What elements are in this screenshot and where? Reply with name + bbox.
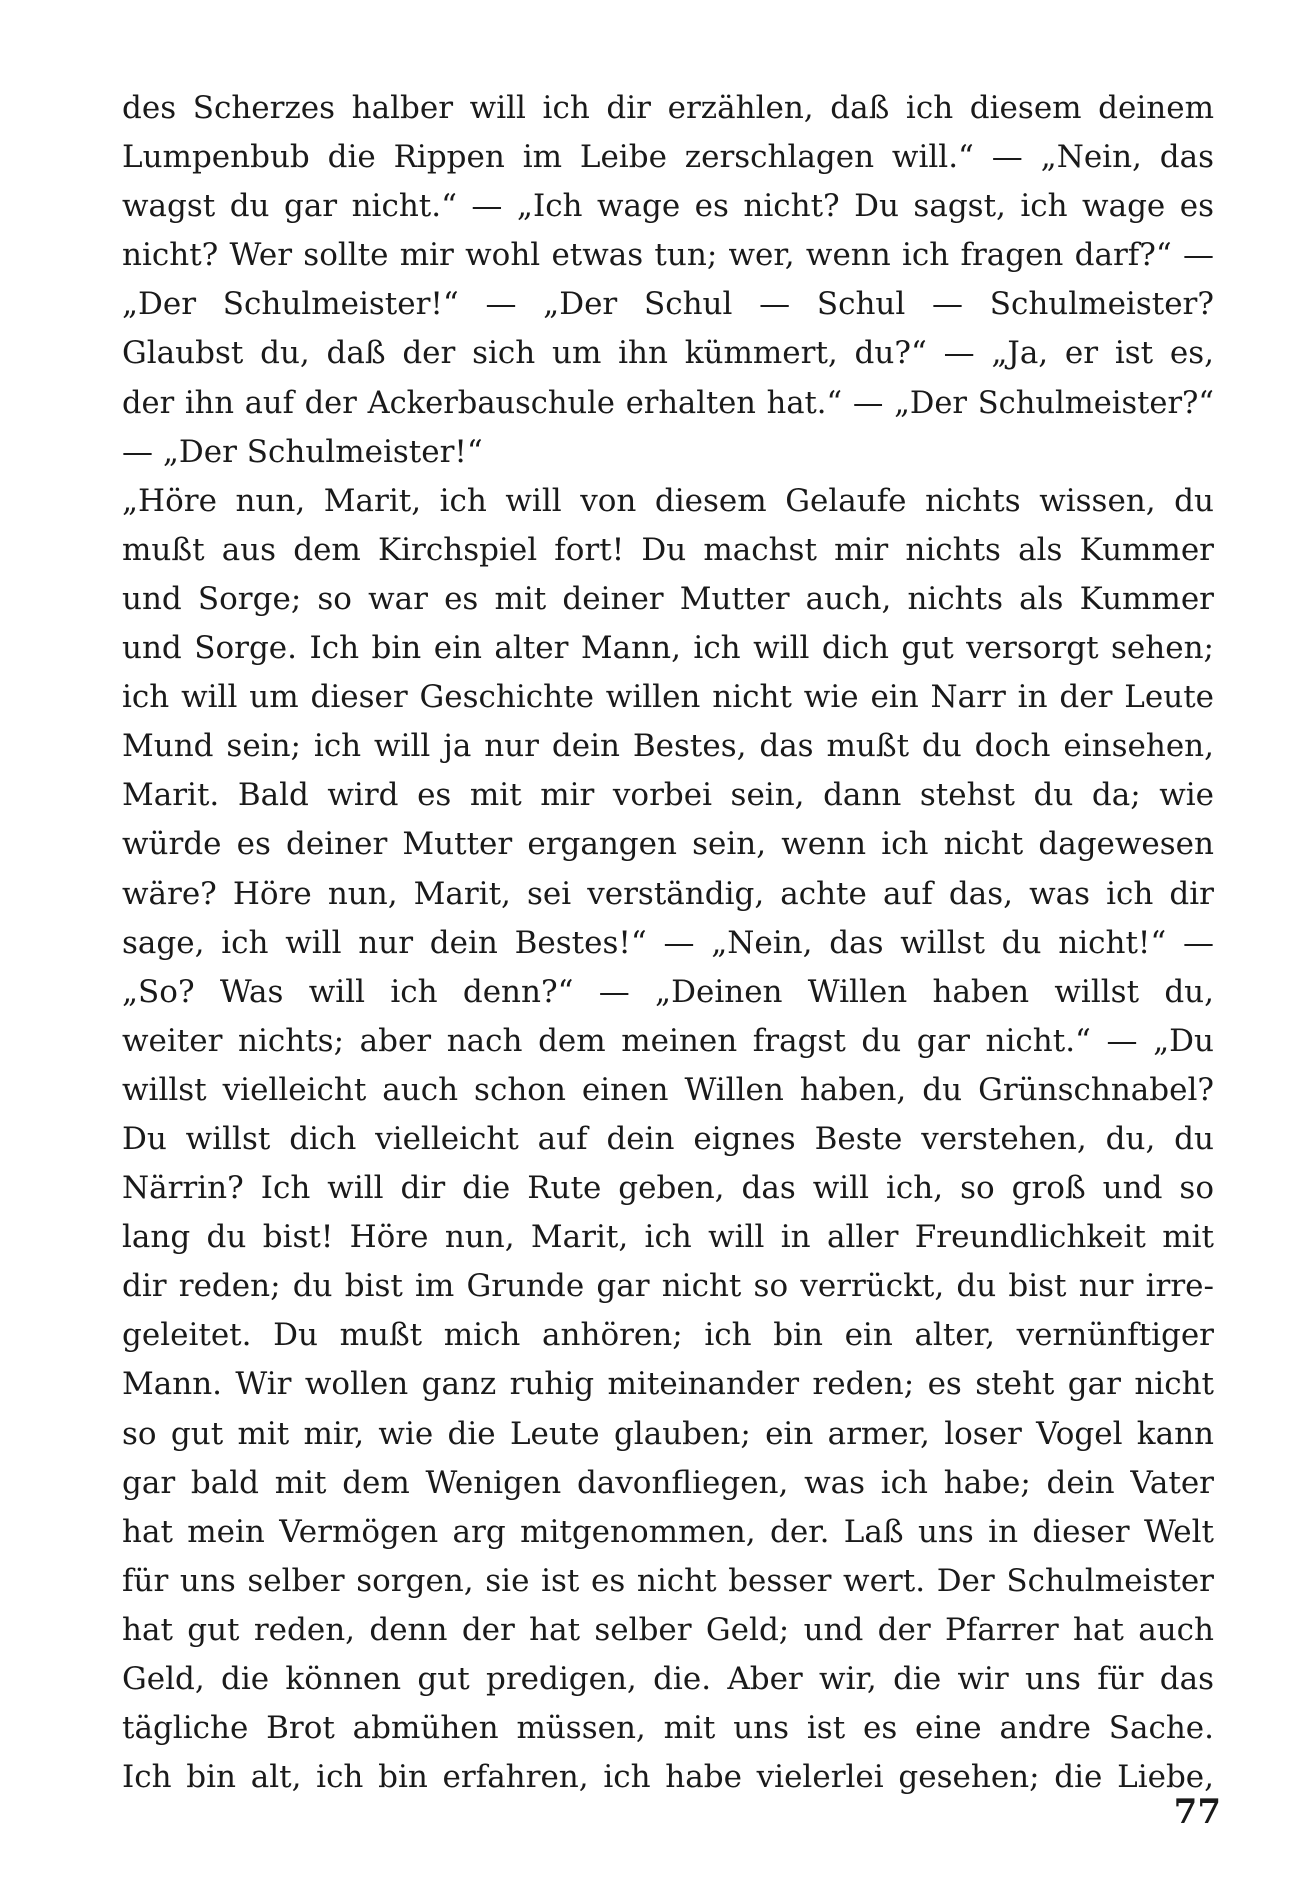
text-line: mußt aus dem Kirchspiel fort! Du machst mir nichts als Kummer [122,531,1214,568]
text-line: Du willst dich vielleicht auf dein eignes Beste verstehen, du, du [122,1120,1214,1157]
text-line: sage, ich will nur dein Bestes!“ — „Nein, das willst du nicht!“ — [122,924,1214,961]
text-line: tägliche Brot abmühen müssen, mit uns ist es eine andre Sache. [122,1710,1214,1747]
text-line: und Sorge. Ich bin ein alter Mann, ich will dich gut versorgt sehen; [122,630,1214,667]
text-line: der ihn auf der Ackerbauschule erhalten hat.“ — „Der Schulmeister?“ [122,385,1214,421]
text-line: „Höre nun, Marit, ich will von diesem Gelaufe nichts wissen, du [122,482,1214,519]
text-line: wagst du gar nicht.“ — „Ich wage es nicht? Du sagst, ich wage es [122,188,1214,225]
text-line: wäre? Höre nun, Marit, sei verständig, achte auf das, was ich dir [122,875,1214,912]
text-line: Lumpenbub die Rippen im Leibe zerschlagen will.“ — „Nein, das [122,139,1214,176]
text-line: Marit. Bald wird es mit mir vorbei sein, dann stehst du da; wie [122,777,1214,814]
text-line: gar bald mit dem Wenigen davonfliegen, was ich habe; dein Vater [122,1464,1214,1501]
text-line: Glaubst du, daß der sich um ihn kümmert, du?“ — „Ja, er ist es, [122,335,1214,372]
text-line: für uns selber sorgen, sie ist es nicht besser wert. Der Schulmeister [122,1562,1214,1599]
text-line: — „Der Schulmeister!“ [122,433,483,470]
text-line: hat gut reden, denn der hat selber Geld; und der Pfarrer hat auch [122,1611,1214,1648]
page-number: 77 [1173,1792,1221,1832]
text-line: willst vielleicht auch schon einen Willen haben, du Grünschnabel? [122,1071,1214,1108]
body-text [122,84,1214,1802]
text-line: „Der Schulmeister!“ — „Der Schul — Schul — Schulmeister? [122,286,1214,323]
text-line: würde es deiner Mutter ergangen sein, wenn ich nicht dagewesen [122,826,1214,863]
text-line: Mund sein; ich will ja nur dein Bestes, das mußt du doch einsehen, [122,728,1214,765]
text-line: dir reden; du bist im Grunde gar nicht so verrückt, du bist nur irre- [122,1268,1214,1305]
text-line: hat mein Vermögen arg mitgenommen, der. Laß uns in dieser Welt [122,1513,1214,1550]
text-line: nicht? Wer sollte mir wohl etwas tun; wer, wenn ich fragen darf?“ — [122,237,1214,274]
text-line: und Sorge; so war es mit deiner Mutter auch, nichts als Kummer [122,580,1214,617]
text-line: Geld, die können gut predigen, die. Aber wir, die wir uns für das [122,1661,1214,1697]
text-line: geleitet. Du mußt mich anhören; ich bin ein alter, vernünftiger [122,1317,1214,1354]
text-line: „So? Was will ich denn?“ — „Deinen Willen haben willst du, [122,973,1214,1010]
text-line: lang du bist! Höre nun, Marit, ich will in aller Freundlichkeit mit [122,1219,1214,1256]
text-line: so gut mit mir, wie die Leute glauben; ein armer, loser Vogel kann [122,1415,1214,1452]
text-line: Ich bin alt, ich bin erfahren, ich habe vielerlei gesehen; die Liebe, [122,1759,1214,1796]
text-line: des Scherzes halber will ich dir erzählen, daß ich diesem deinem [122,90,1214,126]
text-line: weiter nichts; aber nach dem meinen fragst du gar nicht.“ — „Du [122,1022,1214,1059]
text-line: ich will um dieser Geschichte willen nicht wie ein Narr in der Leute [122,679,1214,716]
text-line: Mann. Wir wollen ganz ruhig miteinander reden; es steht gar nicht [122,1366,1214,1403]
text-line: Närrin? Ich will dir die Rute geben, das will ich, so groß und so [122,1170,1214,1207]
